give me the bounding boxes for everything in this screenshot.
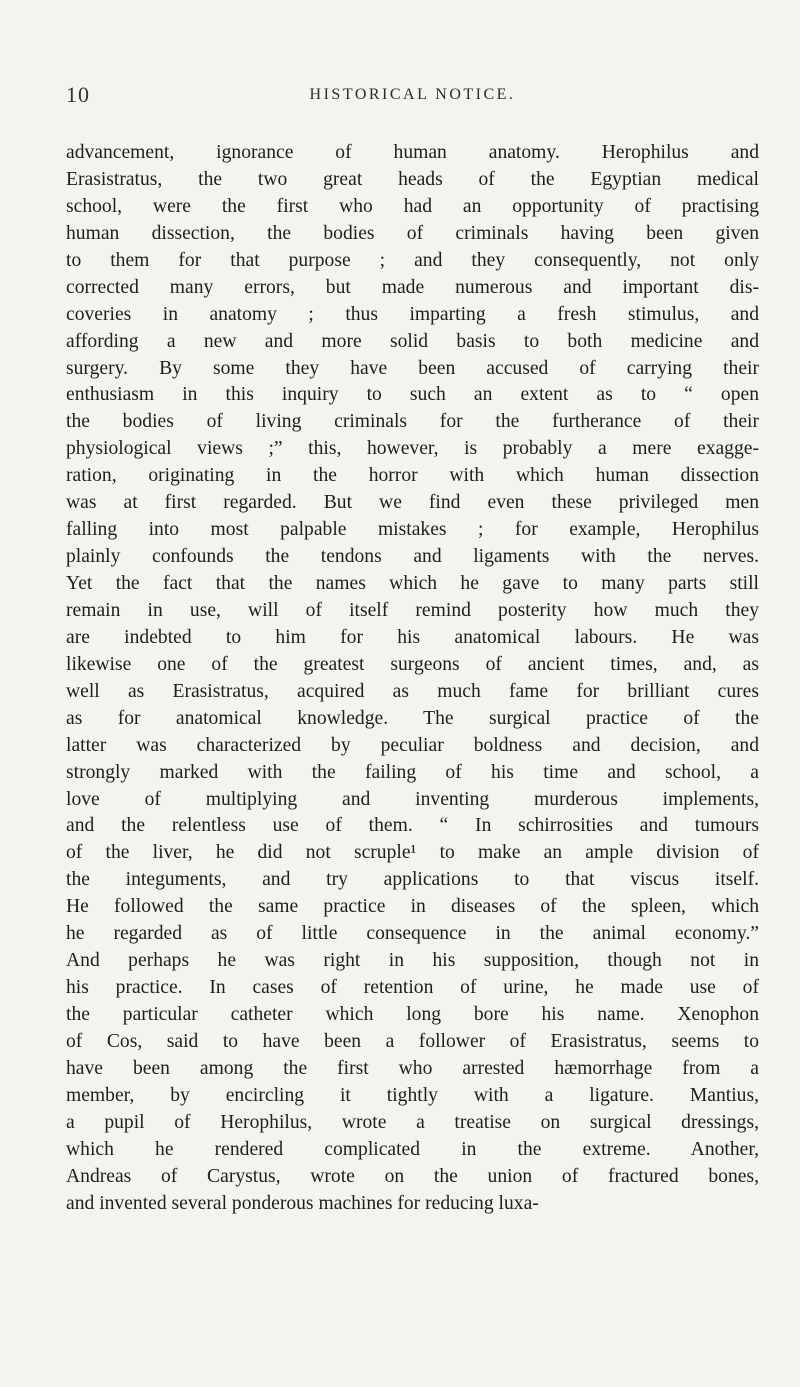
text-line: of Cos, said to have been a follower of Erasistratus, seems to <box>66 1030 759 1052</box>
text-line: Yet the fact that the names which he gave to many parts still <box>66 573 759 594</box>
text-line: surgery. By some they have been accused of carrying their <box>66 357 759 379</box>
text-line: plainly confounds the tendons and ligaments with the nerves. <box>66 546 759 568</box>
text-line: coveries in anatomy ; thus imparting a fresh stimulus, and <box>66 303 759 325</box>
text-line: a pupil of Herophilus, wrote a treatise on surgical dressings, <box>66 1111 759 1133</box>
text-line: likewise one of the greatest surgeons of ancient times, and, as <box>66 653 759 675</box>
text-line: physiological views ;” this, however, is probably a mere exagge- <box>66 438 759 460</box>
text-line: and invented several ponderous machines for reducing luxa- <box>66 1192 539 1214</box>
page-number: 10 <box>66 82 90 107</box>
text-line: the bodies of living criminals for the furtherance of their <box>66 411 759 433</box>
text-line: school, were the first who had an opportunity of practising <box>66 195 759 217</box>
text-line: latter was characterized by peculiar boldness and decision, and <box>66 734 759 756</box>
text-line: falling into most palpable mistakes ; for example, Herophilus <box>66 519 759 541</box>
text-line: remain in use, will of itself remind posterity how much they <box>66 599 759 621</box>
text-line: the integuments, and try applications to that viscus itself. <box>66 869 759 891</box>
text-line: enthusiasm in this inquiry to such an extent as to “ open <box>66 384 759 406</box>
text-line: of the liver, he did not scruple¹ to make an ample division of <box>66 842 759 864</box>
text-line: He followed the same practice in diseases of the spleen, which <box>66 896 759 918</box>
running-head <box>66 82 759 106</box>
text-line: Erasistratus, the two great heads of the Egyptian medical <box>66 168 759 190</box>
text-line: And perhaps he was right in his supposition, though not in <box>66 950 759 972</box>
text-line: member, by encircling it tightly with a ligature. Mantius, <box>66 1084 759 1106</box>
text-line: human dissection, the bodies of criminals having been given <box>66 222 759 244</box>
text-line: ration, originating in the horror with which human dissection <box>66 465 759 487</box>
text-line: which he rendered complicated in the extreme. Another, <box>66 1138 759 1160</box>
text-line: have been among the first who arrested hæmorrhage from a <box>66 1057 759 1079</box>
running-title: HISTORICAL NOTICE. <box>309 86 516 103</box>
body-paragraph <box>66 139 759 1217</box>
text-line: love of multiplying and inventing murderous implements, <box>66 788 759 810</box>
text-line: advancement, ignorance of human anatomy. Herophilus and <box>66 142 759 163</box>
text-line: and the relentless use of them. “ In schirrosities and tumours <box>66 815 759 837</box>
text-line: Andreas of Carystus, wrote on the union of fractured bones, <box>66 1165 759 1187</box>
text-line: to them for that purpose ; and they consequently, not only <box>66 249 759 271</box>
text-line: corrected many errors, but made numerous and important dis- <box>66 276 759 298</box>
text-line: as for anatomical knowledge. The surgical practice of the <box>66 707 759 729</box>
text-line: he regarded as of little consequence in the animal economy.” <box>66 923 759 945</box>
text-line: the particular catheter which long bore his name. Xenophon <box>66 1004 759 1025</box>
text-line: are indebted to him for his anatomical labours. He was <box>66 626 759 648</box>
text-line: strongly marked with the failing of his time and school, a <box>66 761 759 783</box>
text-line: well as Erasistratus, acquired as much fame for brilliant cures <box>66 680 759 702</box>
text-line: affording a new and more solid basis to both medicine and <box>66 330 759 352</box>
text-line: was at first regarded. But we find even these privileged men <box>66 492 759 514</box>
text-line: his practice. In cases of retention of urine, he made use of <box>66 977 759 999</box>
